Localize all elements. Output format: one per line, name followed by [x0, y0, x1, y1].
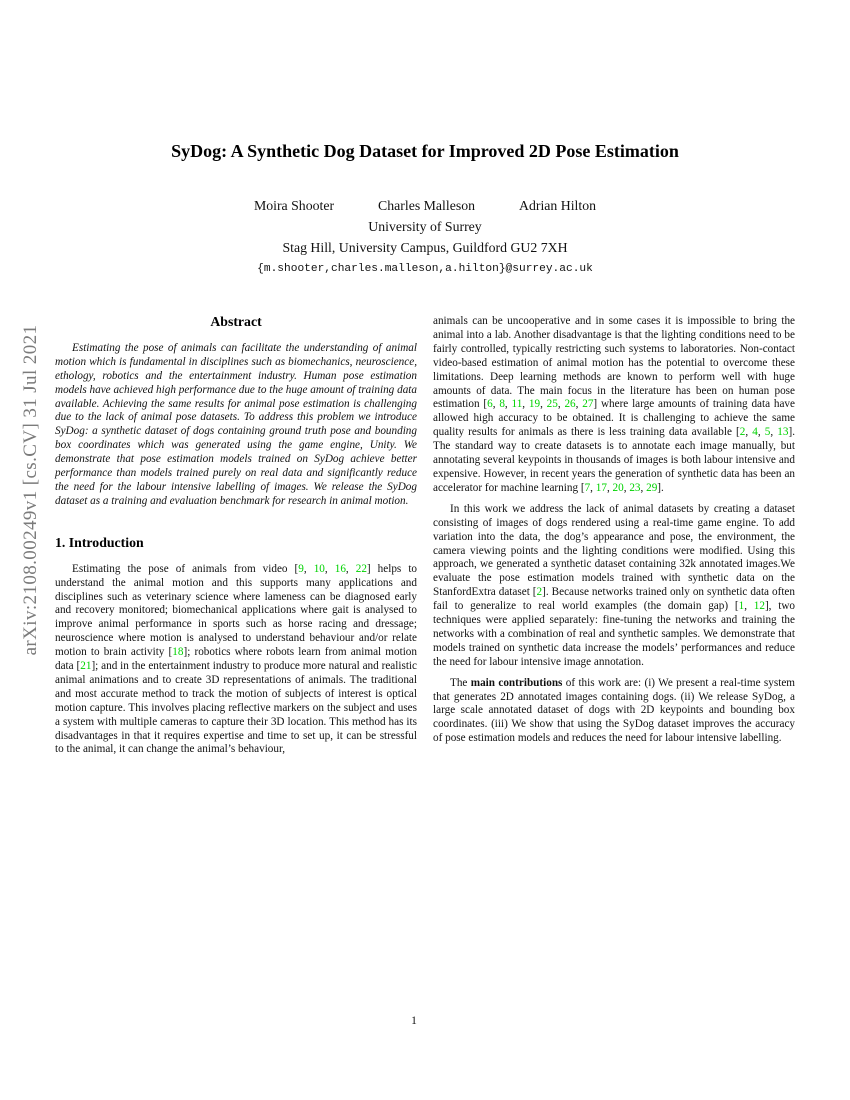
citation-link[interactable]: 12: [753, 600, 765, 613]
author-emails: {m.shooter,charles.malleson,a.hilton}@surrey.ac.uk: [257, 263, 593, 275]
intro-paragraph-2: [433, 503, 795, 670]
citation-link[interactable]: 2: [739, 426, 746, 439]
text-segment: ,: [575, 398, 583, 411]
right-column: [433, 315, 795, 753]
citation-link[interactable]: 19: [528, 398, 541, 411]
citation-link[interactable]: 7: [584, 481, 591, 494]
text-segment: ]. The standard way to create datasets is to annotate each image manually, but annotating several keypoints in thousands of images is both labour intensive and expensive. However, in recent years the generation of synthetic data has been an accelerator for machine learning [: [433, 426, 795, 494]
intro-paragraph-1-continued: [433, 315, 795, 496]
text-segment: ,: [522, 398, 529, 411]
text-segment: ,: [770, 426, 778, 439]
text-segment: ].: [657, 481, 664, 494]
citation-link[interactable]: 20: [612, 481, 624, 494]
section-heading-introduction: 1. Introduction: [55, 534, 144, 550]
citation-link[interactable]: 23: [629, 481, 641, 494]
text-segment: ,: [492, 398, 500, 411]
text-segment: ,: [757, 426, 765, 439]
intro-paragraph-3: [433, 677, 795, 747]
citation-link[interactable]: 16: [334, 562, 346, 575]
citation-link[interactable]: 2: [536, 586, 543, 599]
text-segment: ]; robotics where robots learn from animal motion data [: [55, 646, 417, 673]
text-segment: ,: [745, 426, 753, 439]
author-list: [0, 198, 850, 214]
text-segment: ], two techniques were applied separately: fine-tuning the networks and training the networks with a combination of real and synthetic samples. We demonstrate that models trained on synthetic data increase the models’ performances and reduce the need for labour intensive image annotation.: [433, 600, 796, 668]
page-number: 1: [411, 1015, 417, 1027]
text-segment: ] helps to understand the animal motion and this supports many applications and disciplines such as veterinary science where lameness can be diagnosed early and recovery monitored; biomechanical applications where gait is analysed to improve animal performance in sports such as horse racing and dressage; neuroscience where motion is analysed to understand behaviour and/or relate motion to brain activity [: [55, 562, 418, 659]
emphasis-text: main contributions: [470, 676, 563, 689]
citation-link[interactable]: 18: [172, 646, 184, 659]
text-segment: ]. Because networks trained only on synthetic data often fail to generalize to real world examples (the domain gap) [: [433, 586, 795, 613]
citation-link[interactable]: 26: [564, 398, 576, 411]
affiliation-university: University of Surrey: [368, 218, 482, 234]
text-segment: ,: [557, 398, 565, 411]
citation-link[interactable]: 17: [595, 481, 607, 494]
text-segment: ,: [623, 481, 630, 494]
text-segment: ,: [303, 562, 314, 575]
intro-paragraph-1: [55, 563, 417, 758]
text-segment: ,: [324, 562, 335, 575]
citation-link[interactable]: 22: [355, 562, 367, 575]
text-segment: ,: [504, 398, 512, 411]
text-segment: Estimating the pose of animals from video [: [72, 562, 299, 575]
paper-header: [0, 141, 850, 275]
text-segment: ,: [640, 481, 647, 494]
left-column: [55, 315, 417, 764]
citation-link[interactable]: 25: [546, 398, 558, 411]
author-name-1: Moira Shooter: [253, 198, 335, 213]
citation-link[interactable]: 5: [764, 426, 771, 439]
citation-link[interactable]: 13: [777, 426, 789, 439]
author-name-3: Adrian Hilton: [519, 198, 597, 213]
abstract-paragraph: Estimating the pose of animals can facilitate the understanding of animal motion which is fundamental in disciplines such as biomechanics, neuroscience, ethology, robotics and the entertainment industry. Human pose estimation models have achieved high performance due to the huge amount of training data available. Achieving the same results for animal pose estimation is challenging due to the lack of animal pose datasets. To address this problem we introduce SyDog: a synthetic dataset of dogs containing ground truth pose and bounding box coordinates which was generated using the game engine, Unity. We demonstrate that pose estimation models trained on SyDog achieve better performance than models trained purely on real data and significantly reduce the need for the labour intensive labelling of images. We release the SyDog dataset as a training and evaluation benchmark for research in animal motion.: [55, 341, 417, 507]
citation-link[interactable]: 21: [80, 660, 92, 673]
citation-link[interactable]: 27: [582, 398, 594, 411]
affiliation-address: Stag Hill, University Campus, Guildford GU2 7XH: [282, 240, 568, 255]
text-segment: ,: [744, 600, 754, 613]
citation-link[interactable]: 11: [511, 398, 523, 411]
citation-link[interactable]: 8: [499, 398, 505, 411]
text-segment: ,: [540, 398, 547, 411]
citation-link[interactable]: 4: [752, 426, 758, 439]
citation-link[interactable]: 1: [738, 600, 745, 613]
arxiv-watermark: arXiv:2108.00249v1 [cs.CV] 31 Jul 2021: [20, 324, 41, 656]
paper-title: SyDog: A Synthetic Dog Dataset for Improved 2D Pose Estimation: [171, 141, 679, 161]
text-segment: ,: [606, 481, 613, 494]
text-segment: ,: [590, 481, 596, 494]
citation-link[interactable]: 6: [487, 398, 493, 411]
text-segment: ] where large amounts of training data have allowed high accuracy to be obtained. It is challenging to achieve the same quality results for animals as there is less training data available [: [433, 398, 795, 439]
text-segment: The: [450, 676, 471, 689]
citation-link[interactable]: 29: [646, 481, 658, 494]
citation-link[interactable]: 9: [298, 562, 304, 575]
citation-link[interactable]: 10: [313, 562, 325, 575]
text-segment: In this work we address the lack of animal datasets by creating a dataset consisting of images of dogs rendered using a real-time game engine. To add variation into the data, the dog’s appearance and pose, the environment, the camera viewing points and the lighting conditions were modified. Using this approach, we generated a synthetic dataset containing 32k annotated images.We evaluate the pose estimation models trained with synthetic data on the StanfordExtra dataset [: [433, 502, 795, 599]
text-segment: ]; and in the entertainment industry to produce more natural and realistic animal animations and to create 3D representations of animals. The traditional and most accurate method to track the motion of subjects of interest is optical motion capture. This involves placing reflective markers on the subject and uses a system with multiple cameras to capture their 3D location. This method has its disadvantages in that it requires expertise and time to set up, it can be stressful to the animal, it can change the animal’s behaviour,: [55, 660, 418, 756]
author-name-2: Charles Malleson: [378, 198, 475, 213]
abstract-heading: Abstract: [210, 314, 262, 329]
text-segment: animals can be uncooperative and in some cases it is impossible to bring the animal into a lab. Another disadvantage is that the lighting conditions need to be fairly controlled, typically restricting such systems to laboratories. Non-contact video-based estimation of animal motion has the potential to overcome these limitations. Deep learning methods are known to perform well with huge amounts of data. The main focus in the literature has been on human pose estimation [: [433, 315, 795, 411]
text-segment: ,: [345, 562, 356, 575]
text-segment: of this work are: (i) We present a real-time system that generates 2D annotated images containing dogs. (ii) We release SyDog, a large scale annotated dataset of dogs with 2D keypoints and bounding box coordinates. (iii) We show that using the SyDog dataset improves the accuracy of pose estimation models and reduces the need for labour intensive labelling.: [433, 676, 795, 745]
